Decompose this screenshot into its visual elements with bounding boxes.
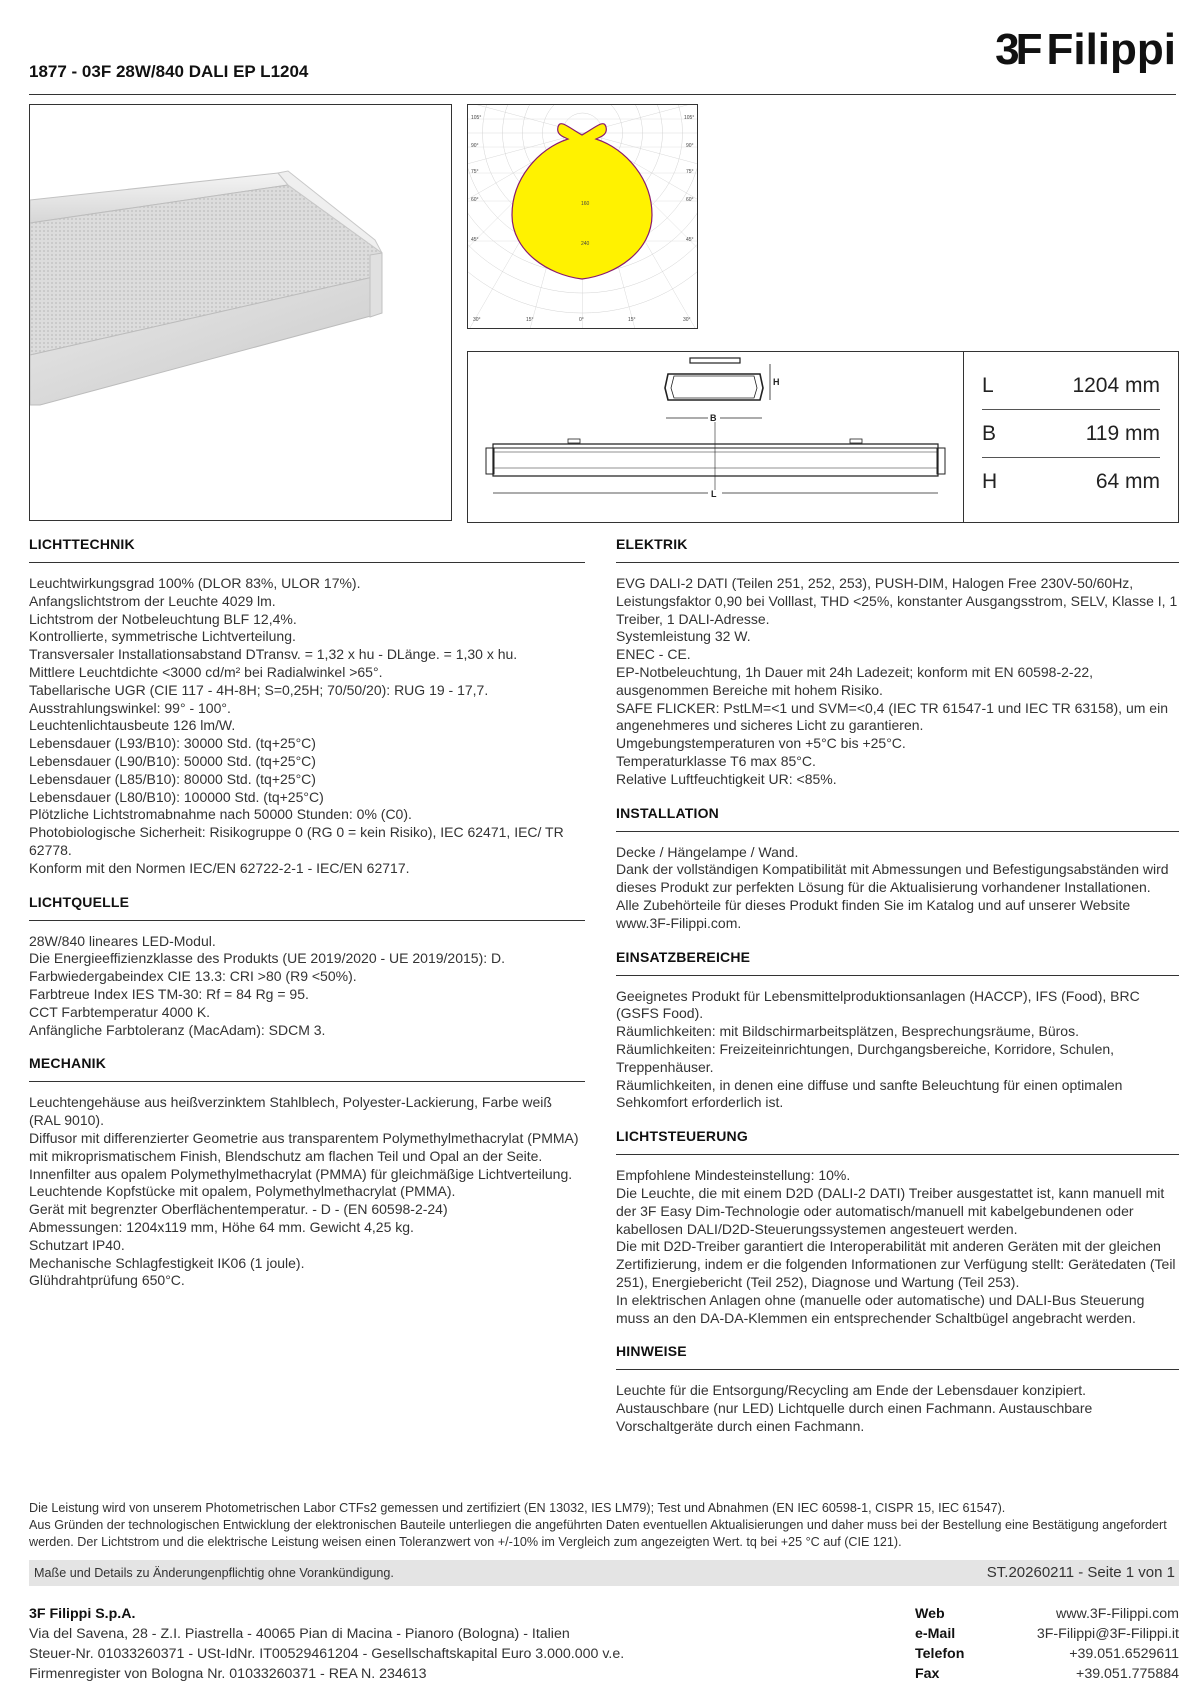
angle-label-right-15: 15° xyxy=(628,317,636,323)
company-tax: Steuer-Nr. 01033260371 - USt-IdNr. IT00529461204 - Gesellschaftskapital Euro 3.000.000 v.e. xyxy=(29,1646,625,1662)
section-heading-installation: INSTALLATION xyxy=(616,805,1179,832)
angle-label-left-30: 30° xyxy=(473,317,481,323)
spec-line: Leuchte für die Entsorgung/Recycling am Ende der Lebensdauer konzipiert. xyxy=(616,1382,1087,1399)
spec-line: Relative Luftfeuchtigkeit UR: <85%. xyxy=(616,770,837,787)
left-column xyxy=(29,536,585,1306)
contact-value: +39.051.6529611 xyxy=(1069,1646,1179,1662)
spec-line: Dank der vollständigen Kompatibilität mit Abmessungen und Befestigungsabständen wird dieses Produkt zur perfekten Lösung für die Aktualisierung vorhandener Installationen. xyxy=(616,861,1169,896)
spec-line: Tabellarische UGR (CIE 117 - 4H-8H; S=0,25H; 70/50/20): RUG 19 - 17,7. xyxy=(29,681,489,698)
right-column xyxy=(616,536,1179,1452)
company-name: 3F Filippi S.p.A. xyxy=(29,1606,136,1622)
dimension-value: 119 mm xyxy=(1085,421,1160,445)
spec-line: Räumlichkeiten: Freizeiteinrichtungen, Durchgangsbereiche, Korridore, Schulen, Treppenhäuser. xyxy=(616,1040,1115,1075)
spec-line: Geeignetes Produkt für Lebensmittelproduktionsanlagen (HACCP), IFS (Food), BRC (GSFS Food). xyxy=(616,987,1140,1022)
spec-line: Anfängliche Farbtoleranz (MacAdam): SDCM 3. xyxy=(29,1021,326,1038)
spec-line: Lichtstrom der Notbeleuchtung BLF 12,4%. xyxy=(29,610,297,627)
company-info xyxy=(29,1604,624,1684)
section-heading-mechanik: MECHANIK xyxy=(29,1055,585,1082)
dimension-row-length xyxy=(982,362,1160,410)
contact-key: Web xyxy=(915,1606,945,1622)
polar-chart xyxy=(468,105,697,328)
section-heading-elektrik: ELEKTRIK xyxy=(616,536,1179,563)
angle-label-right-30: 30° xyxy=(683,317,691,323)
drawing-label-l: L xyxy=(711,489,717,499)
drawing-label-b: B xyxy=(710,413,717,423)
spec-line: Konform mit den Normen IEC/EN 62722-2-1 - IEC/EN 62717. xyxy=(29,859,410,876)
spec-line: Transversaler Installationsabstand DTransv. = 1,32 x hu - DLänge. = 1,30 x hu. xyxy=(29,646,518,663)
footnote-line: Die Leistung wird von unserem Photometrischen Labor CTFs2 gemessen und zertifiziert (EN 13032, IES LM79); Test und Abnahmen (EN IEC 60598-1, CISPR 15, IEC 61547). xyxy=(29,1501,1006,1515)
spec-line: Schutzart IP40. xyxy=(29,1236,125,1253)
angle-label-left-45: 45° xyxy=(471,237,479,243)
spec-line: Plötzliche Lichtstromabnahme nach 50000 Stunden: 0% (C0). xyxy=(29,806,412,823)
spec-line: Glühdrahtprüfung 650°C. xyxy=(29,1272,185,1289)
spec-line: Decke / Hängelampe / Wand. xyxy=(616,843,799,860)
spec-line: Lebensdauer (L90/B10): 50000 Std. (tq+25°C) xyxy=(29,752,316,769)
contact-row-e-mail xyxy=(915,1624,1179,1644)
angle-label-right-60: 60° xyxy=(686,197,694,203)
product-title: 1877 - 03F 28W/840 DALI EP L1204 xyxy=(29,62,309,81)
contact-value[interactable]: 3F-Filippi@3F-Filippi.it xyxy=(1036,1626,1179,1642)
spec-line: Lebensdauer (L85/B10): 80000 Std. (tq+25°C) xyxy=(29,770,316,787)
angle-label-right-90: 90° xyxy=(686,143,694,149)
angle-label-left-90: 90° xyxy=(471,143,479,149)
angle-label-left-60: 60° xyxy=(471,197,479,203)
contact-key: e-Mail xyxy=(915,1626,956,1642)
dimension-table xyxy=(964,352,1178,522)
spec-line: 28W/840 lineares LED-Modul. xyxy=(29,932,216,949)
logo-mark: 3F xyxy=(995,25,1039,74)
section-body xyxy=(616,1382,1179,1435)
spec-line: SAFE FLICKER: PstLM=<1 und SVM=<0,4 (IEC TR 61547-1 und IEC TR 63158), um ein angenehmeres und sicheres Licht zu garantieren. xyxy=(616,699,1168,734)
contact-key: Fax xyxy=(915,1666,940,1682)
angle-label-right-75: 75° xyxy=(686,169,694,175)
notice-bar xyxy=(29,1560,1179,1586)
section-body xyxy=(29,1094,585,1290)
contact-row-fax xyxy=(915,1664,1179,1684)
contact-list xyxy=(915,1604,1179,1684)
dimension-label: B xyxy=(982,421,997,445)
spec-line: Photobiologische Sicherheit: Risikogruppe 0 (RG 0 = kein Risiko), IEC 62471, IEC/ TR 62778. xyxy=(29,824,564,858)
section-heading-lichtquelle: LICHTQUELLE xyxy=(29,894,585,921)
angle-label-right-105: 105° xyxy=(684,115,695,121)
ring-label-240: 240 xyxy=(581,241,590,247)
drawing-label-h: H xyxy=(773,377,780,387)
section-heading-hinweise: HINWEISE xyxy=(616,1343,1179,1370)
contact-value[interactable]: www.3F-Filippi.com xyxy=(1056,1606,1179,1622)
notice-text: Maße und Details zu Änderungenpflichtig ohne Vorankündigung. xyxy=(34,1566,394,1580)
spec-line: Leuchtengehäuse aus heißverzinktem Stahlblech, Polyester-Lackierung, Farbe weiß (RAL 9010). xyxy=(29,1094,552,1129)
spec-line: Empfohlene Mindesteinstellung: 10%. xyxy=(616,1167,851,1184)
spec-line: Systemleistung 32 W. xyxy=(616,628,751,645)
spec-line: Die Energieeffizienzklasse des Produkts (UE 2019/2020 - UE 2019/2015): D. xyxy=(29,950,506,967)
spec-line: Innenfilter aus opalem Polymethylmethacrylat (PMMA) für gleichmäßige Lichtverteilung. xyxy=(29,1165,573,1182)
spec-line: Farbtreue Index IES TM-30: Rf = 84 Rg = 95. xyxy=(29,985,309,1002)
spec-line: Mechanische Schlagfestigkeit IK06 (1 joule). xyxy=(29,1254,305,1271)
spec-line: Lebensdauer (L80/B10): 100000 Std. (tq+25°C) xyxy=(29,788,324,805)
section-body xyxy=(29,933,585,1040)
technical-drawing xyxy=(468,352,964,522)
dimension-value: 64 mm xyxy=(1095,470,1160,493)
brand-logo xyxy=(995,25,1176,74)
spec-line: EP-Notbeleuchtung, 1h Dauer mit 24h Ladezeit; konform mit EN 60598-2-22, ausgenommen Bereiche mit hohem Risiko. xyxy=(616,663,1094,698)
ring-label-160: 160 xyxy=(581,201,590,207)
spec-line: EVG DALI-2 DATI (Teilen 251, 252, 253), PUSH-DIM, Halogen Free 230V-50/60Hz, Leistungsfaktor 0,90 bei Volllast, THD <25%, konstanter Ausgangsstrom, SELV, Klasse I, 1 Treiber, 1 DALI-Adresse. xyxy=(616,575,1178,627)
contact-row-web xyxy=(915,1604,1179,1624)
spec-line: Lebensdauer (L93/B10): 30000 Std. (tq+25°C) xyxy=(29,735,316,752)
contact-row-telefon xyxy=(915,1644,1179,1664)
angle-label-bottom-0: 0° xyxy=(579,317,584,323)
spec-line: Farbwiedergabeindex CIE 13.3: CRI >80 (R9 <50%). xyxy=(29,968,357,985)
spec-line: Mittlere Leuchtdichte <3000 cd/m² bei Radialwinkel >65°. xyxy=(29,663,383,680)
page-reference: ST.20260211 - Seite 1 von 1 xyxy=(986,1564,1175,1581)
spec-line: Austauschbare (nur LED) Lichtquelle durch einen Fachmann. Austauschbare Vorschaltgeräte durch einen Fachmann. xyxy=(616,1400,1093,1434)
section-heading-lichtsteuerung: LICHTSTEUERUNG xyxy=(616,1128,1179,1155)
contact-key: Telefon xyxy=(915,1646,965,1662)
section-body xyxy=(29,575,585,878)
spec-line: Diffusor mit differenzierter Geometrie aus transparentem Polymethylmethacrylat (PMMA) mit mikroprismatischem Finish, Blendschutz am flachen Teil und Opal an der Seite. xyxy=(29,1129,579,1164)
spec-line: Temperaturklasse T6 max 85°C. xyxy=(616,752,816,769)
spec-line: Die mit D2D-Treiber garantiert die Interoperabilität mit anderen Geräten mit der gleichen Zertifizierung, indem er die folgenden Informationen zur Verfügung stellt: Gerätedaten (Teil 251), Energiebericht (Teil 252), Diagnose und Wartung (Teil 253). xyxy=(616,1238,1176,1290)
dimension-drawing xyxy=(468,352,964,522)
luminaire-illustration xyxy=(30,105,452,521)
dimension-value: 1204 mm xyxy=(1072,373,1160,397)
section-heading-lichttechnik: LICHTTECHNIK xyxy=(29,536,585,563)
spec-line: Ausstrahlungswinkel: 99° - 100°. xyxy=(29,699,231,716)
product-photo xyxy=(29,104,452,521)
section-body xyxy=(616,1167,1179,1327)
spec-line: Leuchtwirkungsgrad 100% (DLOR 83%, ULOR 17%). xyxy=(29,575,361,591)
angle-label-left-15: 15° xyxy=(526,317,534,323)
footnote xyxy=(29,1500,1179,1551)
contact-value: +39.051.775884 xyxy=(1076,1666,1179,1682)
spec-line: Gerät mit begrenzter Oberflächentemperatur. - D - (EN 60598-2-24) xyxy=(29,1201,448,1218)
spec-line: Leuchtenlichtausbeute 126 lm/W. xyxy=(29,717,236,734)
spec-line: Umgebungstemperaturen von +5°C bis +25°C. xyxy=(616,735,906,752)
company-register: Firmenregister von Bologna Nr. 01033260371 - REA N. 234613 xyxy=(29,1666,427,1682)
spec-line: CCT Farbtemperatur 4000 K. xyxy=(29,1003,211,1020)
dimension-panel xyxy=(467,351,1179,523)
spec-line: ENEC - CE. xyxy=(616,646,691,663)
spec-line: Räumlichkeiten, in denen eine diffuse und sanfte Beleuchtung für einen optimalen Sehkomfort erforderlich ist. xyxy=(616,1076,1123,1111)
header-divider xyxy=(29,94,1176,95)
spec-line: Leuchtende Kopfstücke mit opalem, Polymethylmethacrylat (PMMA). xyxy=(29,1183,456,1200)
section-body xyxy=(616,988,1179,1113)
logo-text: Filippi xyxy=(1046,25,1176,74)
angle-label-left-75: 75° xyxy=(471,169,479,175)
spec-line: Abmessungen: 1204x119 mm, Höhe 64 mm. Gewicht 4,25 kg. xyxy=(29,1218,414,1235)
spec-line: Räumlichkeiten: mit Bildschirmarbeitsplätzen, Besprechungsräume, Büros. xyxy=(616,1023,1079,1040)
spec-line: Kontrollierte, symmetrische Lichtverteilung. xyxy=(29,628,296,645)
dimension-row-height xyxy=(982,458,1160,506)
spec-line: Anfangslichtstrom der Leuchte 4029 lm. xyxy=(29,592,276,609)
dimension-row-width xyxy=(982,410,1160,458)
section-heading-einsatzbereiche: EINSATZBEREICHE xyxy=(616,949,1179,976)
angle-label-left-105: 105° xyxy=(471,115,482,121)
section-body xyxy=(616,844,1179,933)
section-body xyxy=(616,575,1179,789)
angle-label-right-45: 45° xyxy=(686,237,694,243)
footnote-line: Aus Gründen der technologischen Entwicklung der elektronischen Bauteile unterliegen die angeführten Daten eventuellen Aktualisierungen und daher muss bei der Bestellung eine Bestätigung angefordert werden. Der Lichtstrom und die elektrische Leistung weisen einen Toleranzwert von +/-10% im Vergleich zum angezeigten Wert. tq bei +25 °C auf (CIE 121). xyxy=(29,1518,1167,1549)
spec-line: In elektrischen Anlagen ohne (manuelle oder automatische) und DALI-Bus Steuerung muss an den DA-DA-Klemmen ein entsprechender Schaltbügel angebracht werden. xyxy=(616,1291,1145,1326)
spec-line: Alle Zubehörteile für dieses Produkt finden Sie im Katalog und auf unserer Website www.3F-Filippi.com. xyxy=(616,896,1131,931)
dimension-label: H xyxy=(982,470,998,493)
dimension-label: L xyxy=(982,373,994,397)
company-address: Via del Savena, 28 - Z.I. Piastrella - 40065 Pian di Macina - Pianoro (Bologna) - Italien xyxy=(29,1626,570,1642)
spec-line: Die Leuchte, die mit einem D2D (DALI-2 DATI) Treiber ausgestattet ist, kann manuell mit der 3F Easy Dim-Technologie oder automatisch/manuell mit kabelgebundenen oder kabellosen DALI/D2D-Steuerungssystemen angesteuert werden. xyxy=(616,1184,1165,1237)
polar-diagram xyxy=(467,104,698,329)
